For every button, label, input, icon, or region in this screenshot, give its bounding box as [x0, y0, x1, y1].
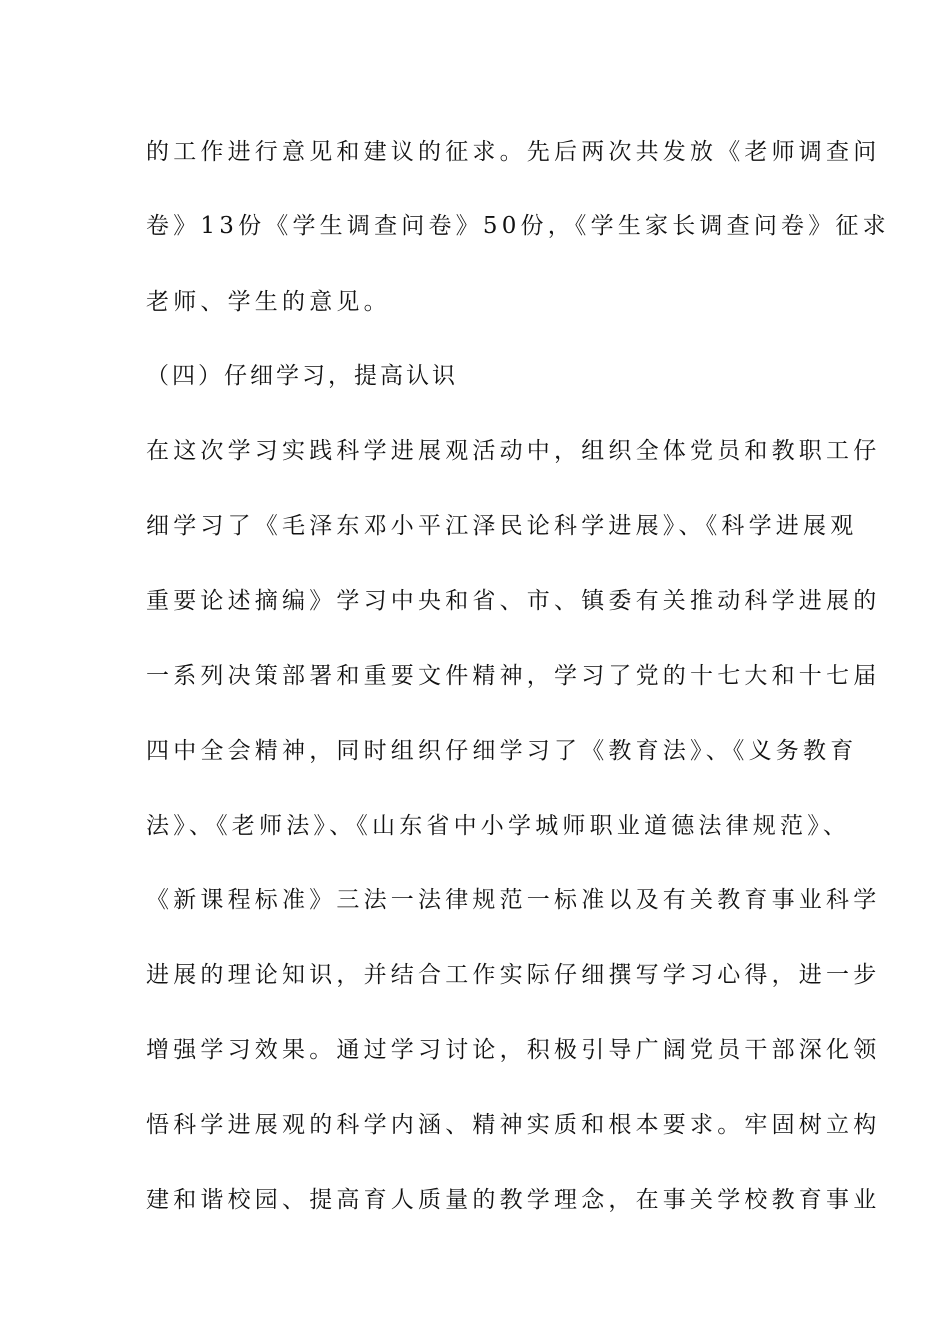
body-text-line: 老师、学生的意见。 [146, 289, 391, 315]
body-text-line: 一系列决策部署和重要文件精神，学习了党的十七大和十七届 [146, 663, 881, 689]
body-text-line: 的工作进行意见和建议的征求。先后两次共发放《老师调查问 [146, 139, 881, 165]
body-text-line: 建和谐校园、提高育人质量的教学理念，在事关学校教育事业 [146, 1187, 881, 1213]
body-text-line: 进展的理论知识，并结合工作实际仔细撰写学习心得，进一步 [146, 962, 881, 988]
body-text-line: 在这次学习实践科学进展观活动中，组织全体党员和教职工仔 [146, 438, 881, 464]
body-text-line: 重要论述摘编》学习中央和省、市、镇委有关推动科学进展的 [146, 588, 881, 614]
body-text-line: 《新课程标准》三法一法律规范一标准以及有关教育事业科学 [146, 887, 881, 913]
body-text-line: 细学习了《毛泽东邓小平江泽民论科学进展》、《科学进展观 [146, 513, 858, 539]
body-text-line: 增强学习效果。通过学习讨论，积极引导广阔党员干部深化领 [146, 1037, 881, 1063]
section-heading: （四）仔细学习，提高认识 [146, 363, 458, 389]
body-text-line: 法》、《老师法》、《山东省中小学城师职业道德法律规范》、 [146, 813, 851, 839]
body-text-line: 卷》13份《学生调查问卷》50份，《学生家长调查问卷》征求 [146, 213, 890, 239]
body-text-line: 悟科学进展观的科学内涵、精神实质和根本要求。牢固树立构 [146, 1112, 881, 1138]
body-text-line: 四中全会精神，同时组织仔细学习了《教育法》、《义务教育 [146, 738, 858, 764]
